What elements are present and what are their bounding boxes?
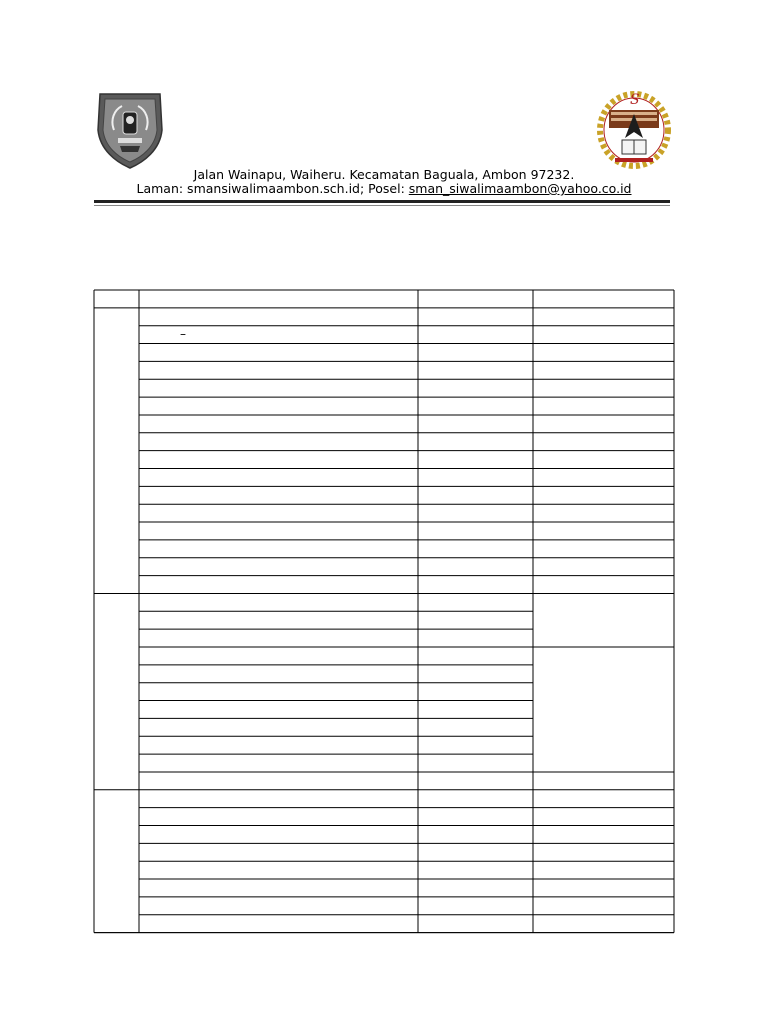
svg-text:S: S <box>630 92 640 108</box>
contact-email-link[interactable]: sman_siwalimaambon@yahoo.co.id <box>408 181 632 196</box>
school-address: Jalan Wainapu, Waiheru. Kecamatan Baguala, Ambon 97232. <box>193 167 575 182</box>
cell-mark: – <box>180 327 186 342</box>
contact-prefix: Laman: smansiwalimaambon.sch.id; Posel: <box>136 181 409 196</box>
